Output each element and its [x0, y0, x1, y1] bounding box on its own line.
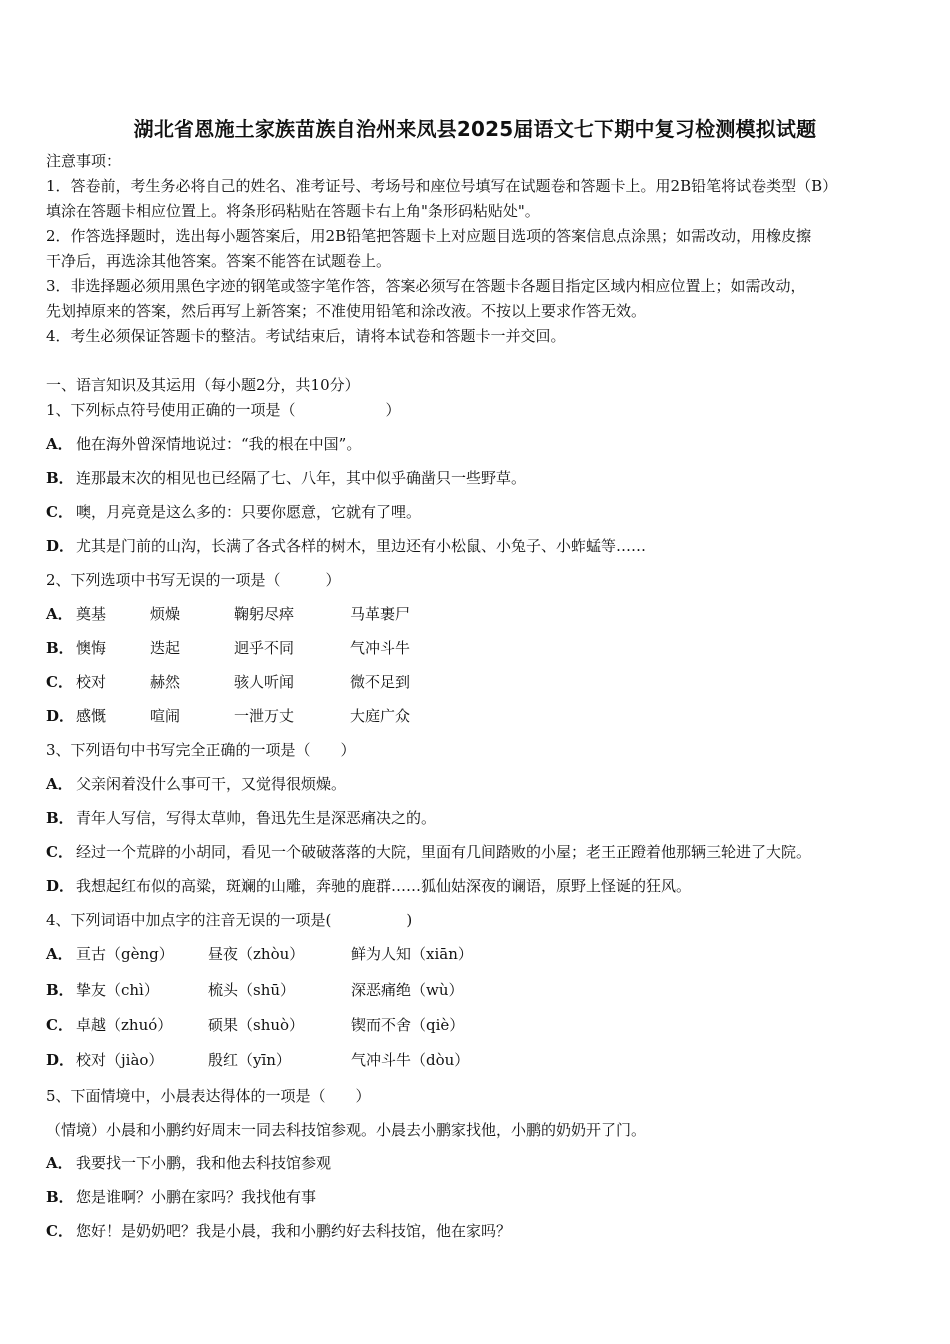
notice-line: 填涂在答题卡相应位置上。将条形码粘贴在答题卡右上角"条形码粘贴处"。: [46, 202, 540, 220]
notice-line: 先划掉原来的答案，然后再写上新答案；不准使用铅笔和涂改液。不按以上要求作答无效。: [46, 302, 647, 320]
option-word: 梳头（shū）: [208, 981, 296, 999]
option-text: 您好！是奶奶吧？我是小晨，我和小鹏约好去科技馆，他在家吗？: [76, 1222, 512, 1240]
option-text: 经过一个荒辟的小胡同，看见一个破破落落的大院，里面有几间踏败的小屋；老王正蹬着他那辆三轮进了大院。: [76, 843, 812, 861]
option-letter: A．: [46, 605, 73, 623]
question-3-stem: 3、下列语句中书写完全正确的一项是（ ）: [46, 741, 356, 759]
question-4-stem: 4、下列词语中加点字的注音无误的一项是( ): [46, 911, 413, 929]
q3-option-d: [46, 876, 691, 896]
q1-option-b: [46, 468, 526, 488]
option-word: 烦燥: [150, 605, 181, 623]
option-word: 鞠躬尽瘁: [234, 605, 295, 623]
question-2-stem: 2、下列选项中书写无误的一项是（ ）: [46, 571, 341, 589]
notice-heading: 注意事项：: [46, 152, 122, 170]
option-word: 骇人听闻: [234, 673, 295, 691]
option-letter: B．: [46, 981, 74, 999]
q3-option-a: [46, 774, 346, 794]
option-text: 连那最末次的相见也已经隔了七、八年，其中似乎确凿只一些野草。: [76, 469, 527, 487]
option-letter: A．: [46, 775, 73, 793]
option-word: 亘古（gèng）: [76, 945, 174, 963]
option-word: 奠基: [76, 605, 107, 623]
q5-option-b: [46, 1187, 316, 1207]
option-letter: B．: [46, 639, 74, 657]
section-heading: 一、语言知识及其运用（每小题2分，共10分）: [46, 376, 360, 394]
option-word: 迥乎不同: [234, 639, 295, 657]
option-word: 鲜为人知（xiān）: [351, 945, 473, 963]
option-letter: C．: [46, 1016, 73, 1034]
exam-title: 湖北省恩施土家族苗族自治州来凤县2025届语文七下期中复习检测模拟试题: [133, 117, 817, 141]
q1-option-a: [46, 434, 361, 454]
option-text: 您是谁啊？小鹏在家吗？我找他有事: [76, 1188, 317, 1206]
q5-option-c: [46, 1221, 511, 1241]
option-word: 卓越（zhuó）: [76, 1016, 173, 1034]
option-word: 感慨: [76, 707, 107, 725]
q1-option-c: [46, 502, 421, 522]
option-word: 迭起: [150, 639, 181, 657]
option-word: 一泄万丈: [234, 707, 295, 725]
option-word: 校对（jiào）: [76, 1051, 164, 1069]
notice-line: 1．答卷前，考生务必将自己的姓名、准考证号、考场号和座位号填写在试题卷和答题卡上。用2B铅笔将试卷类型（B）: [46, 177, 838, 195]
option-word: 微不足到: [350, 673, 411, 691]
option-letter: D．: [46, 1051, 75, 1069]
option-word: 赫然: [150, 673, 181, 691]
option-letter: B．: [46, 1188, 74, 1206]
option-word: 气冲斗牛（dòu）: [351, 1051, 470, 1069]
option-letter: C．: [46, 673, 73, 691]
q5-context: （情境）小晨和小鹏约好周末一同去科技馆参观。小晨去小鹏家找他，小鹏的奶奶开了门。: [46, 1121, 647, 1139]
option-letter: D．: [46, 877, 75, 895]
option-text: 青年人写信，写得太草帅，鲁迅先生是深恶痛决之的。: [76, 809, 437, 827]
option-word: 懊悔: [76, 639, 107, 657]
option-letter: C．: [46, 1222, 73, 1240]
notice-line: 3．非选择题必须用黑色字迹的钢笔或签字笔作答，答案必须写在答题卡各题目指定区域内相应位置上；如需改动，: [46, 277, 806, 295]
notice-line: 4．考生必须保证答题卡的整洁。考试结束后，请将本试卷和答题卡一并交回。: [46, 327, 566, 345]
question-5-stem: 5、下面情境中，小晨表达得体的一项是（ ）: [46, 1087, 371, 1105]
option-word: 深恶痛绝（wù）: [351, 981, 464, 999]
option-text: 噢，月亮竟是这么多的：只要你愿意，它就有了哩。: [76, 503, 422, 521]
option-letter: B．: [46, 469, 74, 487]
option-text: 他在海外曾深情地说过：“我的根在中国”。: [76, 435, 362, 453]
option-letter: A．: [46, 435, 73, 453]
q3-option-c: [46, 842, 811, 862]
option-letter: D．: [46, 537, 75, 555]
option-word: 挚友（chì）: [76, 981, 159, 999]
option-text: 我要找一下小鹏，我和他去科技馆参观: [76, 1154, 332, 1172]
option-word: 昼夜（zhòu）: [208, 945, 305, 963]
option-text: 我想起红布似的高粱，斑斓的山雕，奔驰的鹿群……狐仙姑深夜的谰语，原野上怪诞的狂风。: [76, 877, 692, 895]
q3-option-b: [46, 808, 436, 828]
option-letter: A．: [46, 945, 73, 963]
question-1-stem: 1、下列标点符号使用正确的一项是（ ）: [46, 401, 401, 419]
option-word: 硕果（shuò）: [208, 1016, 305, 1034]
option-letter: C．: [46, 503, 73, 521]
option-text: 父亲闲着没什么事可干，又觉得很烦燥。: [76, 775, 347, 793]
option-letter: A．: [46, 1154, 73, 1172]
q5-option-a: [46, 1153, 331, 1173]
notice-line: 干净后，再选涂其他答案。答案不能答在试题卷上。: [46, 252, 392, 270]
option-word: 马革裹尸: [350, 605, 411, 623]
option-letter: C．: [46, 843, 73, 861]
notice-line: 2．作答选择题时，选出每小题答案后，用2B铅笔把答题卡上对应题目选项的答案信息点涂黑；如需改动，用橡皮擦: [46, 227, 812, 245]
option-word: 大庭广众: [350, 707, 411, 725]
option-word: 殷红（yīn）: [208, 1051, 291, 1069]
option-word: 锲而不舍（qiè）: [351, 1016, 465, 1034]
option-word: 喧闹: [150, 707, 181, 725]
option-word: 气冲斗牛: [350, 639, 411, 657]
option-letter: D．: [46, 707, 75, 725]
q1-option-d: [46, 536, 646, 556]
option-letter: B．: [46, 809, 74, 827]
option-text: 尤其是门前的山沟，长满了各式各样的树木，里边还有小松鼠、小兔子、小蚱蜢等……: [76, 537, 647, 555]
option-word: 校对: [76, 673, 107, 691]
